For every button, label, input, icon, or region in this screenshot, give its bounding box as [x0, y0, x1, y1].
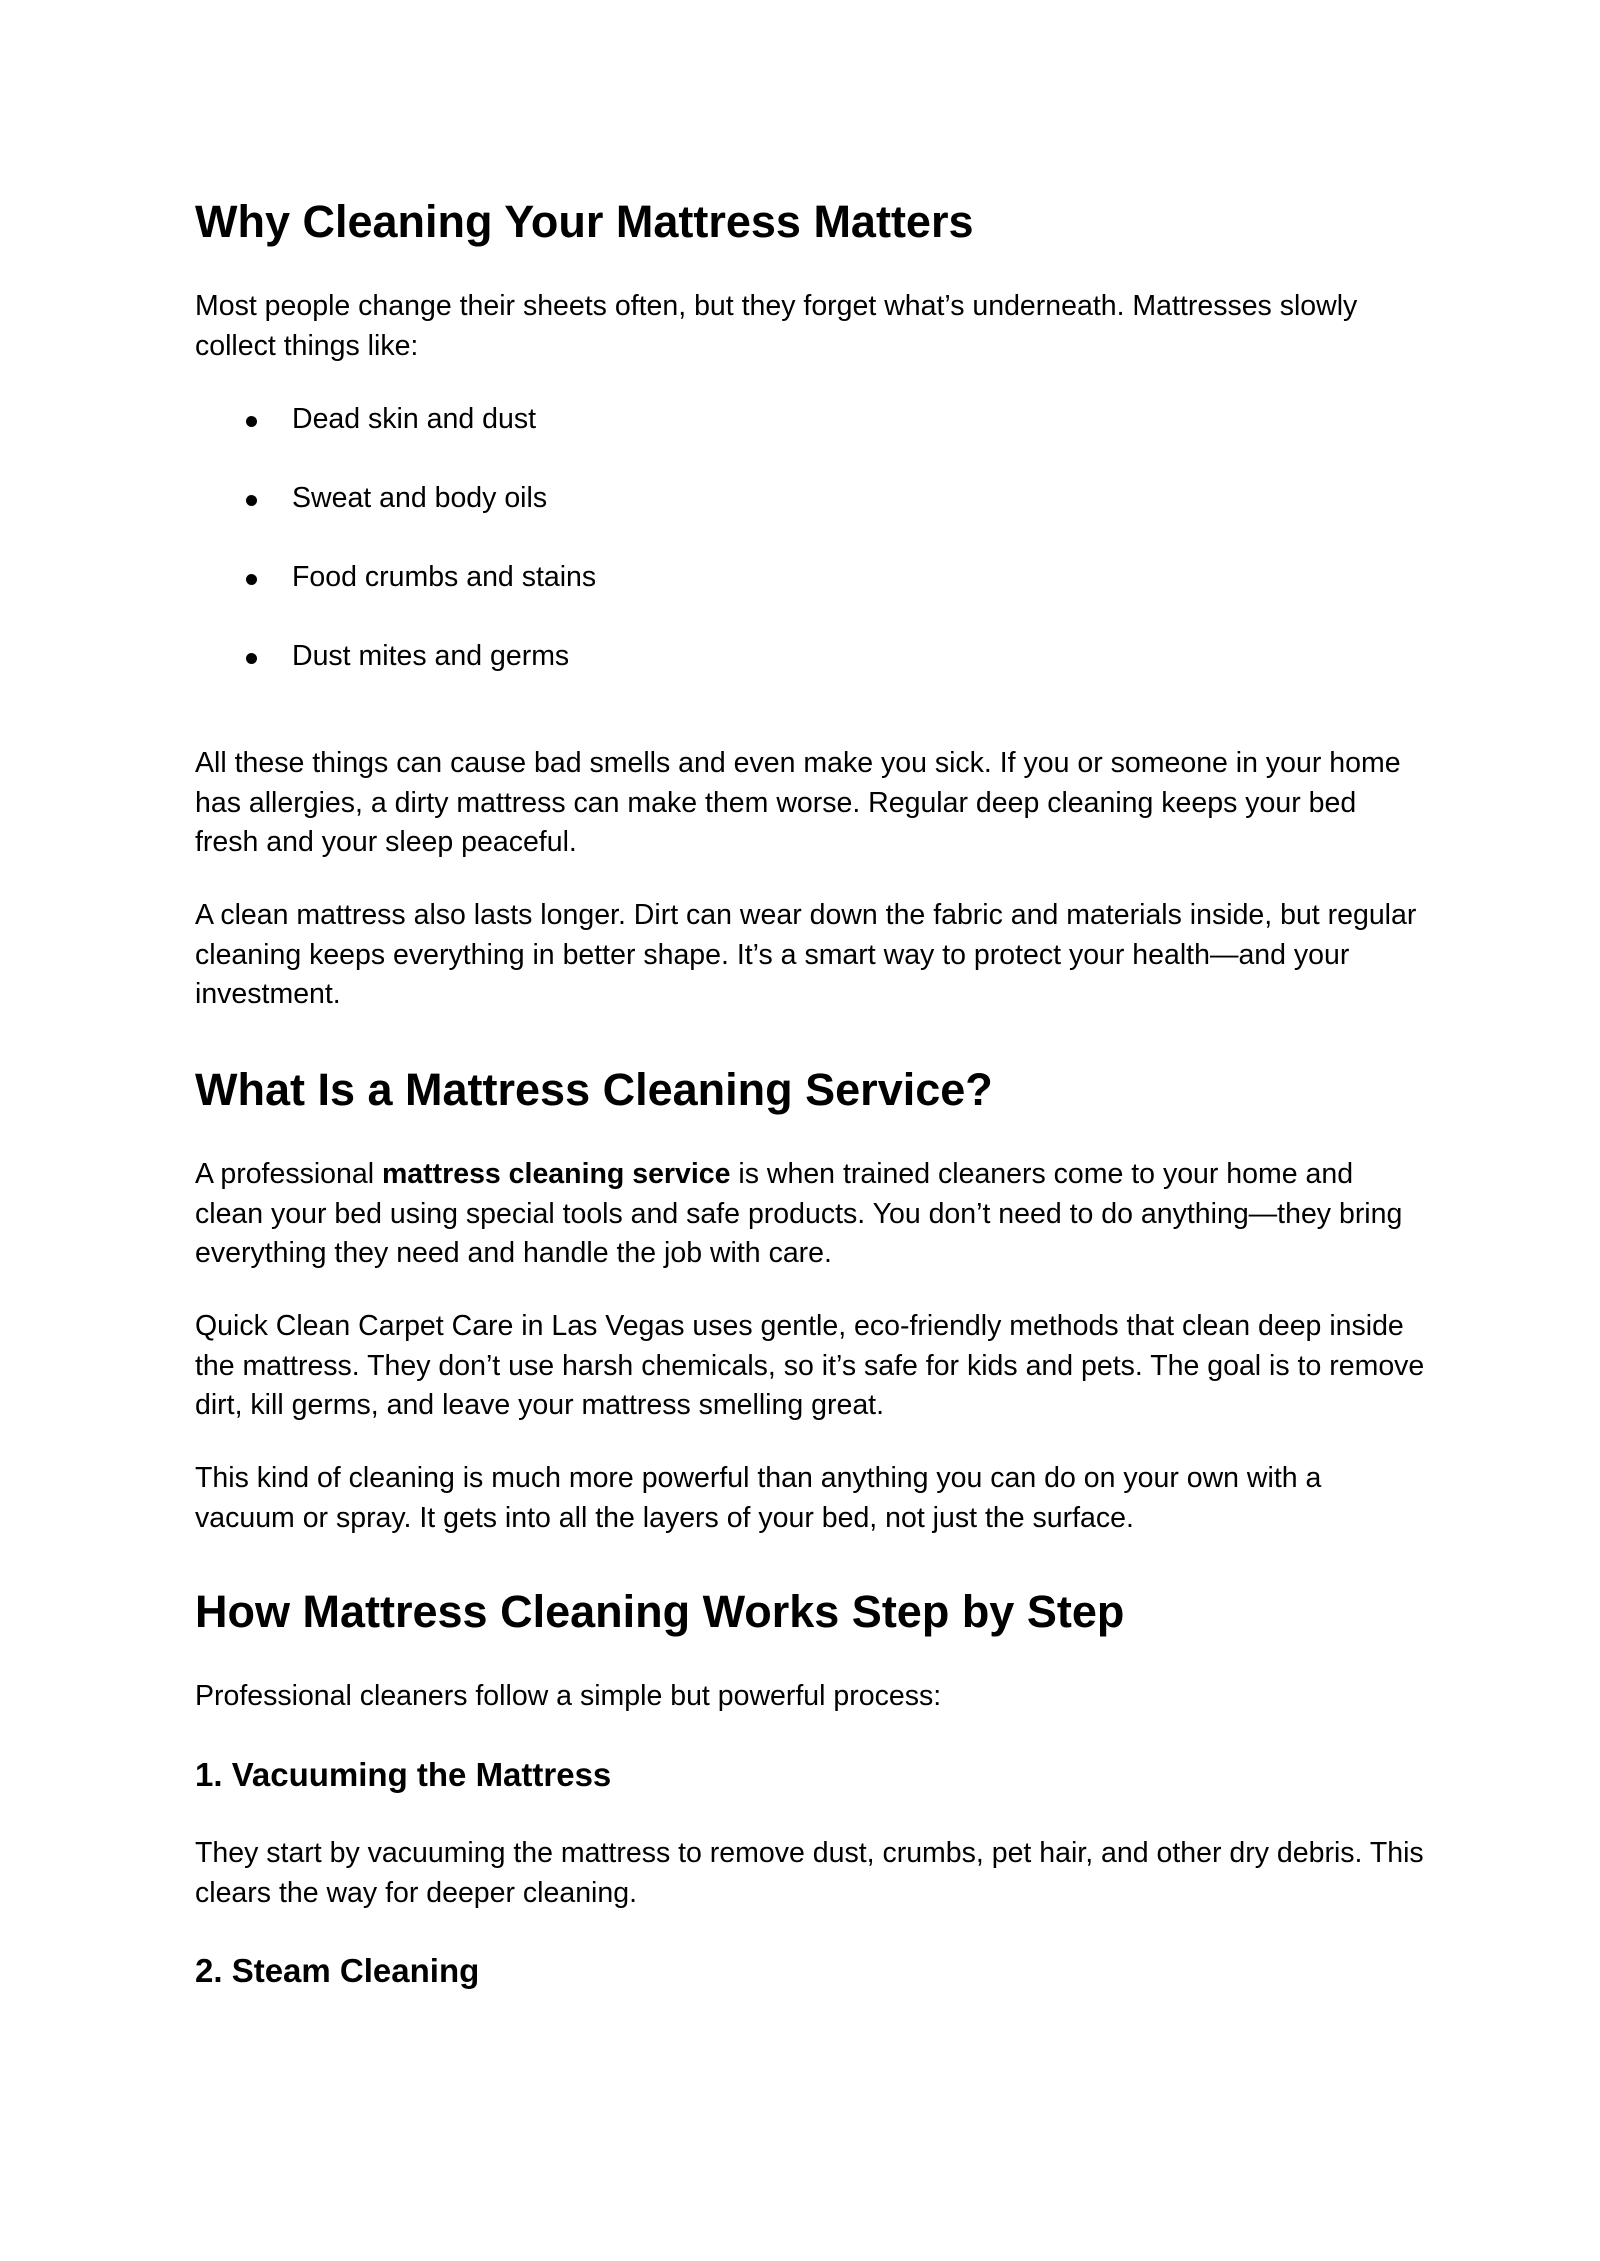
what-para1-prefix: A professional	[195, 1158, 382, 1190]
bullet-icon	[246, 574, 257, 585]
list-item	[195, 558, 1195, 637]
list-item-text: Food crumbs and stains	[292, 561, 597, 593]
list-item	[195, 479, 1195, 558]
why-paragraph-allergies: All these things can cause bad smells and even make you sick. If you or someone in your home has allergies, a dirty mattress can make them worse. Regular deep cleaning keeps your bed fresh and your sleep peaceful.	[195, 747, 1401, 858]
heading-what-is-service: What Is a Mattress Cleaning Service?	[195, 1064, 993, 1115]
list-item	[195, 400, 1195, 479]
list-item	[195, 637, 1195, 716]
what-paragraph-quick-clean: Quick Clean Carpet Care in Las Vegas uses gentle, eco-friendly methods that clean deep inside the mattress. They don’t use harsh chemicals, so it’s safe for kids and pets. The goal is to remove dirt, kill germs, and leave your mattress smelling great.	[195, 1310, 1425, 1421]
list-item-text: Dead skin and dust	[292, 403, 536, 435]
what-para1-suffix: is when trained cleaners come to your home and clean your bed using special tools and safe products. You don’t need to do anything—they bring everything they need and handle the job with care.	[195, 1158, 1403, 1269]
what-para1-bold-term: mattress cleaning service	[381, 1158, 731, 1190]
how-intro-paragraph: Professional cleaners follow a simple but powerful process:	[195, 1680, 942, 1712]
what-paragraph-powerful: This kind of cleaning is much more powerful than anything you can do on your own with a vacuum or spray. It gets into all the layers of your bed, not just the surface.	[195, 1462, 1322, 1534]
heading-how-it-works: How Mattress Cleaning Works Step by Step	[195, 1586, 1125, 1637]
what-paragraph-professional	[195, 1155, 1425, 1274]
list-item-text: Sweat and body oils	[292, 482, 548, 514]
step-2-heading: 2. Steam Cleaning	[195, 1952, 480, 1989]
bullet-icon	[246, 495, 257, 506]
heading-why-cleaning: Why Cleaning Your Mattress Matters	[195, 196, 974, 247]
why-intro-paragraph: Most people change their sheets often, but they forget what’s underneath. Mattresses slowly collect things like:	[195, 290, 1358, 362]
bullet-icon	[246, 653, 257, 664]
step-1-paragraph: They start by vacuuming the mattress to remove dust, crumbs, pet hair, and other dry debris. This clears the way for deeper cleaning.	[195, 1837, 1424, 1909]
why-bullet-list	[195, 400, 1195, 716]
list-item-text: Dust mites and germs	[292, 640, 570, 672]
why-paragraph-lasts-longer: A clean mattress also lasts longer. Dirt can wear down the fabric and materials inside, but regular cleaning keeps everything in better shape. It’s a smart way to protect your health—and your investment.	[195, 899, 1417, 1010]
bullet-icon	[246, 416, 257, 427]
step-1-heading: 1. Vacuuming the Mattress	[195, 1756, 612, 1793]
